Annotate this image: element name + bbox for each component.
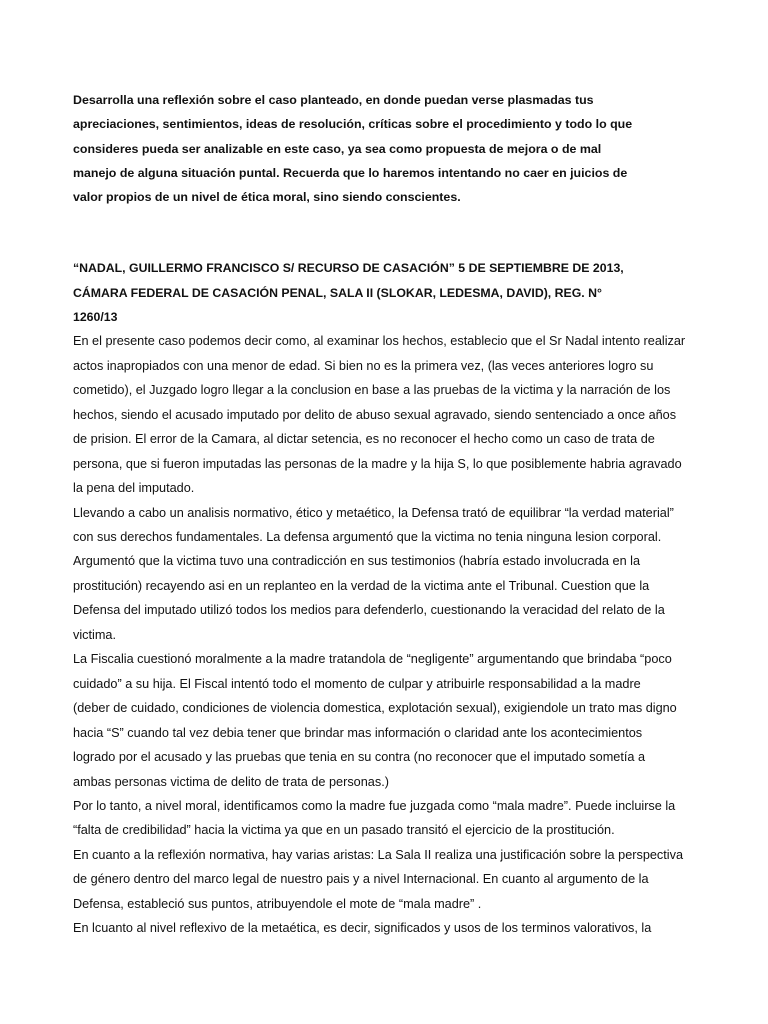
body-line: persona, que si fueron imputadas las personas de la madre y la hija S, lo que posiblemente habria agravado [73,456,682,471]
body-line: Argumentó que la victima tuvo una contradicción en sus testimonios (habría estado involucrada en la [73,554,641,569]
case-title [73,256,695,329]
reflection-body [73,329,695,940]
body-line: La Fiscalia cuestionó moralmente a la madre tratandola de “negligente” argumentando que brindaba “poco [73,652,672,667]
body-line: “falta de credibilidad” hacia la victima ya que en un pasado transitó el ejercicio de la prostitución. [73,823,615,838]
body-line: la pena del imputado. [73,481,195,496]
body-line: (deber de cuidado, condiciones de violencia domestica, explotación sexual), exigiendole un trato mas digno [73,701,677,716]
assignment-instructions [73,88,695,209]
body-line: con sus derechos fundamentales. La defensa argumentó que la victima no tenia ninguna lesion corporal. [73,530,662,544]
body-line: ambas personas victima de delito de trata de personas.) [73,774,389,789]
case-title-line: 1260/13 [73,310,118,325]
body-line: de prision. El error de la Camara, al dictar setencia, es no reconocer el hecho como un caso de trata de [73,432,655,447]
body-line: En lcuanto al nivel reflexivo de la metaética, es decir, significados y usos de los terminos valorativos, la [73,921,652,936]
body-line: En cuanto a la reflexión normativa, hay varias aristas: La Sala II realiza una justificación sobre la perspectiva [73,847,684,862]
body-line: Defensa del imputado utilizó todos los medios para defenderlo, cuestionando la veracidad del relato de la [73,603,665,618]
paragraph-facts [73,329,695,500]
body-line: Por lo tanto, a nivel moral, identificamos como la madre fue juzgada como “mala madre”. Puede incluirse la [73,798,676,813]
body-line: actos inapropiados con una menor de edad. Si bien no es la primera vez, (las veces anteriores logro su [73,358,654,373]
body-line: cuidado” a su hija. El Fiscal intentó todo el momento de culpar y atribuirle responsabilidad a la madre [73,676,641,691]
body-line: hacia “S” cuando tal vez debia tener que brindar mas información o claridad ante los acontecimientos [73,725,643,740]
intro-line: consideres pueda ser analizable en este caso, ya sea como propuesta de mejora o de mal [73,141,602,156]
body-line: En el presente caso podemos decir como, al examinar los hechos, establecio que el Sr Nadal intento realizar [73,334,686,349]
paragraph-prosecution [73,647,695,794]
paragraph-moral [73,794,695,843]
document-page [73,88,695,941]
intro-line: manejo de alguna situación puntal. Recuerda que lo haremos intentando no caer en juicios de [73,165,628,180]
body-line: cometido), el Juzgado logro llegar a la conclusion en base a las pruebas de la victima y la narración de los [73,383,671,398]
body-line: Llevando a cabo un analisis normativo, ético y metaético, la Defensa trató de equilibrar “la verdad material” [73,505,674,520]
intro-line: valor propios de un nivel de ética moral, sino siendo conscientes. [73,190,461,205]
paragraph-defense [73,501,695,648]
case-title-line: CÁMARA FEDERAL DE CASACIÓN PENAL, SALA II (SLOKAR, LEDESMA, DAVID), REG. N° [73,285,602,300]
body-line: Defensa, estableció sus puntos, atribuyendole el mote de “mala madre” . [73,896,482,911]
body-line: prostitución) recayendo asi en un replanteo en la verdad de la victima ante el Tribunal. Cuestion que la [73,578,650,593]
case-title-line: “NADAL, GUILLERMO FRANCISCO S/ RECURSO DE CASACIÓN” 5 DE SEPTIEMBRE DE 2013, [73,261,624,276]
body-line: de género dentro del marco legal de nuestro pais y a nivel Internacional. En cuanto al argumento de la [73,872,649,887]
body-line: logrado por el acusado y las pruebas que tenia en su contra (no reconocer que el imputado sometía a [73,750,646,765]
paragraph-normative [73,843,695,916]
body-line: victima. [73,627,116,642]
paragraph-metaethics [73,916,695,940]
body-line: hechos, siendo el acusado imputado por delito de abuso sexual agravado, siendo sentenciado a once años [73,407,677,422]
intro-line: apreciaciones, sentimientos, ideas de resolución, críticas sobre el procedimiento y todo lo que [73,117,633,132]
intro-line: Desarrolla una reflexión sobre el caso planteado, en donde puedan verse plasmadas tus [73,93,594,107]
